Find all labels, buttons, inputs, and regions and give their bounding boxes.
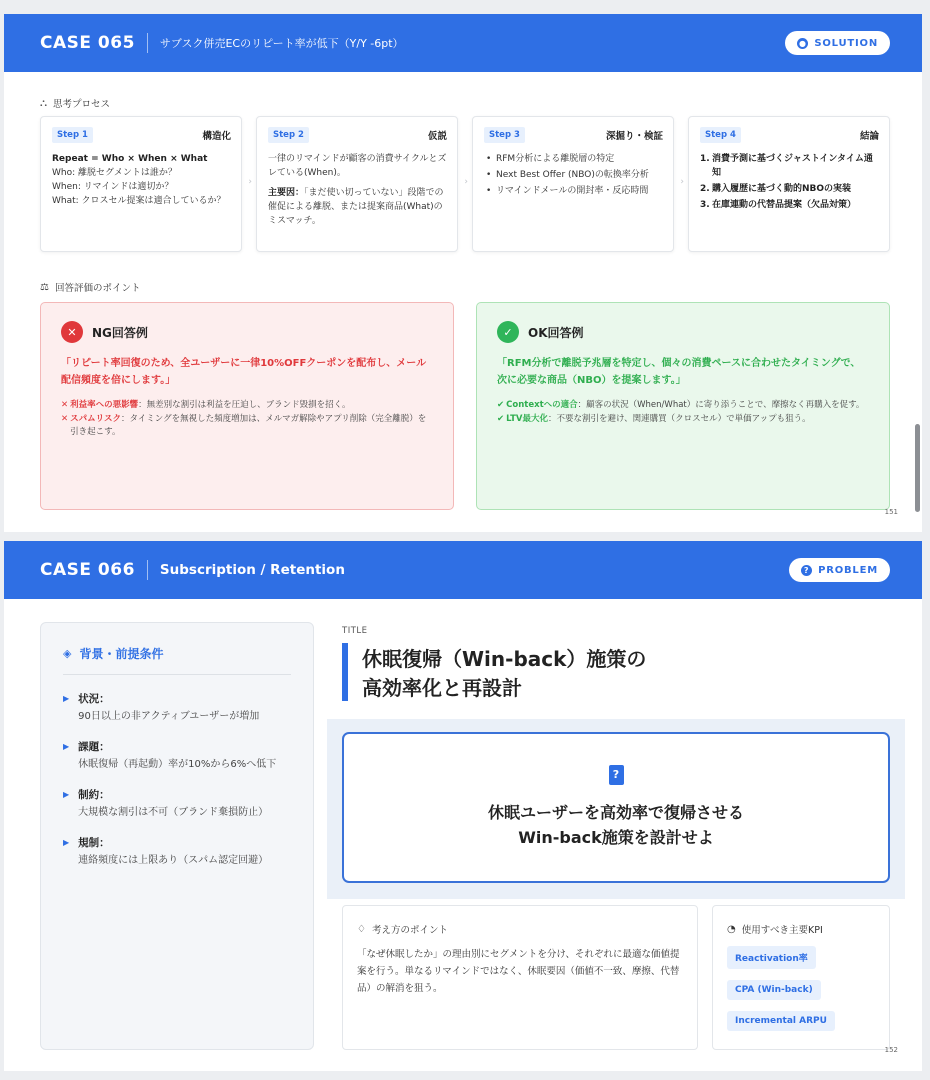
slide-case-065 <box>4 14 922 532</box>
lightbulb-icon: ♢ <box>357 923 366 935</box>
step-card-3 <box>472 116 684 252</box>
hint-box <box>342 905 698 1050</box>
solution-badge <box>785 31 890 55</box>
kpi-tag: CPA (Win-back) <box>727 980 821 1000</box>
clipboard-question-icon: ? <box>609 765 624 785</box>
ng-point: ✕ 利益率への悪影響：無差別な割引は利益を圧迫し、ブランド毀損を招く。 <box>61 399 433 413</box>
triangle-right-icon: ▶ <box>63 694 70 703</box>
ok-point: ✔ LTV最大化：不要な割引を避け、関連購買（クロスセル）で単価アップも狙う。 <box>497 413 869 427</box>
checkbox-icon: ✔ <box>497 400 505 410</box>
step-bullet: • Next Best Offer (NBO)の転換率分析 <box>484 169 663 183</box>
step-formula: Repeat = Who × When × What <box>52 154 208 164</box>
title-accent-bar <box>342 643 348 701</box>
slide-header <box>4 541 922 599</box>
triangle-right-icon: ▶ <box>63 742 70 751</box>
item-text: 90日以上の非アクティブユーザーが増加 <box>78 711 260 722</box>
step-conclusion-item: 3. 在庫連動の代替品提案（欠品対策） <box>700 199 857 210</box>
question-text: 休眠ユーザーを高効率で復帰させる Win-back施策を設計せよ <box>487 802 744 847</box>
step-line: When: リマインドは適切か？ <box>52 181 174 192</box>
background-item <box>63 691 291 725</box>
item-label: 制約： <box>78 789 110 801</box>
ok-point: ✔ Contextへの適合：顧客の状況（When/What）に寄り添うことで、摩擦なく再購入を促す。 <box>497 399 869 413</box>
step-kind: 結論 <box>859 131 879 142</box>
background-item <box>63 739 291 773</box>
item-label: 規制： <box>78 837 110 849</box>
triangle-right-icon: ▶ <box>63 790 70 799</box>
thinking-process-heading <box>40 96 110 110</box>
ok-quote: 「RFM分析で離脱予兆層を特定し、個々の消費ペースに合わせたタイミングで、次に必要な商品（NBO）を提案します。」 <box>497 358 861 386</box>
chevron-right-icon: › <box>680 177 684 187</box>
step-cause-text: 「まだ使い切っていない」段階での催促による離脱、または提案商品(What)のミスマッチ。 <box>268 187 444 226</box>
triangle-right-icon: ▶ <box>63 838 70 847</box>
step-kind: 深掘り・検証 <box>605 131 663 142</box>
step-card-2 <box>256 116 468 252</box>
thinking-steps <box>40 116 890 252</box>
case-id: CASE 066 <box>40 560 135 580</box>
check-circle-icon: ✓ <box>497 321 519 343</box>
ok-answer-card <box>476 302 890 510</box>
page-title: 休眠復帰（Win-back）施策の 高効率化と再設計 <box>362 647 647 700</box>
ng-answer-card <box>40 302 454 510</box>
slide-case-066 <box>4 541 922 1071</box>
ng-title: NG回答例 <box>92 325 148 340</box>
step-conclusion-item: 1. 消費予測に基づくジャストインタイム通知 <box>700 154 873 178</box>
hint-title: 考え方のポイント <box>371 925 448 936</box>
layers-icon: ◈ <box>63 647 72 660</box>
checkbox-icon: ✔ <box>497 413 505 424</box>
case-subtitle: サブスク併売ECのリピート率が低下（Y/Y -6pt） <box>159 37 404 50</box>
pie-chart-icon: ◔ <box>727 923 736 935</box>
problem-badge <box>789 558 890 582</box>
case-id: CASE 065 <box>40 33 135 53</box>
step-tag: Step 4 <box>700 127 741 143</box>
badge-label: PROBLEM <box>818 564 878 576</box>
kpi-tag: Incremental ARPU <box>727 1011 835 1031</box>
step-cause-label: 主要因： <box>268 187 305 198</box>
case-subtitle: Subscription / Retention <box>159 562 345 578</box>
evaluation-heading <box>40 280 140 294</box>
background-panel <box>40 622 314 1050</box>
kpi-tag: Reactivation率 <box>727 946 816 969</box>
step-text: 一律のリマインドが顧客の消費サイクルとズレている(When)。 <box>268 154 447 178</box>
step-tag: Step 3 <box>484 127 525 143</box>
step-kind: 構造化 <box>202 131 231 142</box>
step-line: Who: 離脱セグメントは誰か？ <box>52 167 177 178</box>
step-bullet: • RFM分析による離脱層の特定 <box>484 153 663 167</box>
item-text: 大規模な割引は不可（ブランド棄損防止） <box>78 807 269 818</box>
item-text: 休眠復帰（再起動）率が10%から6%へ低下 <box>78 759 277 770</box>
kpi-title: 使用すべき主要KPI <box>741 925 823 936</box>
step-tag: Step 1 <box>52 127 93 143</box>
x-mark-icon: ✕ <box>61 400 69 410</box>
background-item <box>63 835 291 869</box>
network-icon: ⛬ <box>40 97 47 109</box>
step-bullet: • リマインドメールの開封率・反応時間 <box>484 185 663 199</box>
scale-icon: ⚖ <box>40 281 49 293</box>
step-tag: Step 2 <box>268 127 309 143</box>
step-conclusion-item: 2. 購入履歴に基づく動的NBOの実装 <box>700 183 852 194</box>
step-card-1 <box>40 116 252 252</box>
item-text: 連絡頻度には上限あり（スパム認定回避） <box>78 855 269 866</box>
page-number: 152 <box>884 1046 898 1054</box>
badge-label: SOLUTION <box>814 37 878 49</box>
background-item <box>63 787 291 821</box>
title-label: TITLE <box>342 626 368 636</box>
x-mark-icon: ✕ <box>61 413 69 424</box>
chevron-right-icon: › <box>248 177 252 187</box>
slide-header <box>4 14 922 72</box>
hint-text: 「なぜ休眠したか」の理由別にセグメントを分け、それぞれに最適な価値提案を行う。単なるリマインドではなく、休眠要因（価値不一致、摩擦、代替品）の解消を狙う。 <box>357 949 680 995</box>
header-divider <box>147 560 148 580</box>
scrollbar-thumb[interactable] <box>915 424 920 512</box>
x-circle-icon: ✕ <box>61 321 83 343</box>
step-kind: 仮説 <box>427 131 447 142</box>
kpi-box <box>712 905 890 1050</box>
chevron-right-icon: › <box>464 177 468 187</box>
question-box <box>342 732 890 883</box>
ok-title: OK回答例 <box>528 325 584 340</box>
step-line: What: クロスセル提案は適合しているか？ <box>52 195 226 206</box>
item-label: 状況： <box>78 693 110 705</box>
header-divider <box>147 33 148 53</box>
heading-label: 思考プロセス <box>53 99 111 110</box>
ng-quote: 「リピート率回復のため、全ユーザーに一律10%OFFクーポンを配布し、メール配信頻度を倍にします。」 <box>61 358 427 386</box>
step-card-4 <box>688 116 890 252</box>
item-label: 課題： <box>78 741 110 753</box>
lightbulb-icon: ● <box>798 38 807 48</box>
page-number: 151 <box>884 508 898 516</box>
heading-label: 回答評価のポイント <box>54 283 141 294</box>
background-title: 背景・前提条件 <box>79 647 164 661</box>
question-circle-icon: ? <box>801 565 812 576</box>
ng-point: ✕ スパムリスク：タイミングを無視した頻度増加は、メルマガ解除やアプリ削除（完全離脱）を引き起こす。 <box>61 413 433 440</box>
